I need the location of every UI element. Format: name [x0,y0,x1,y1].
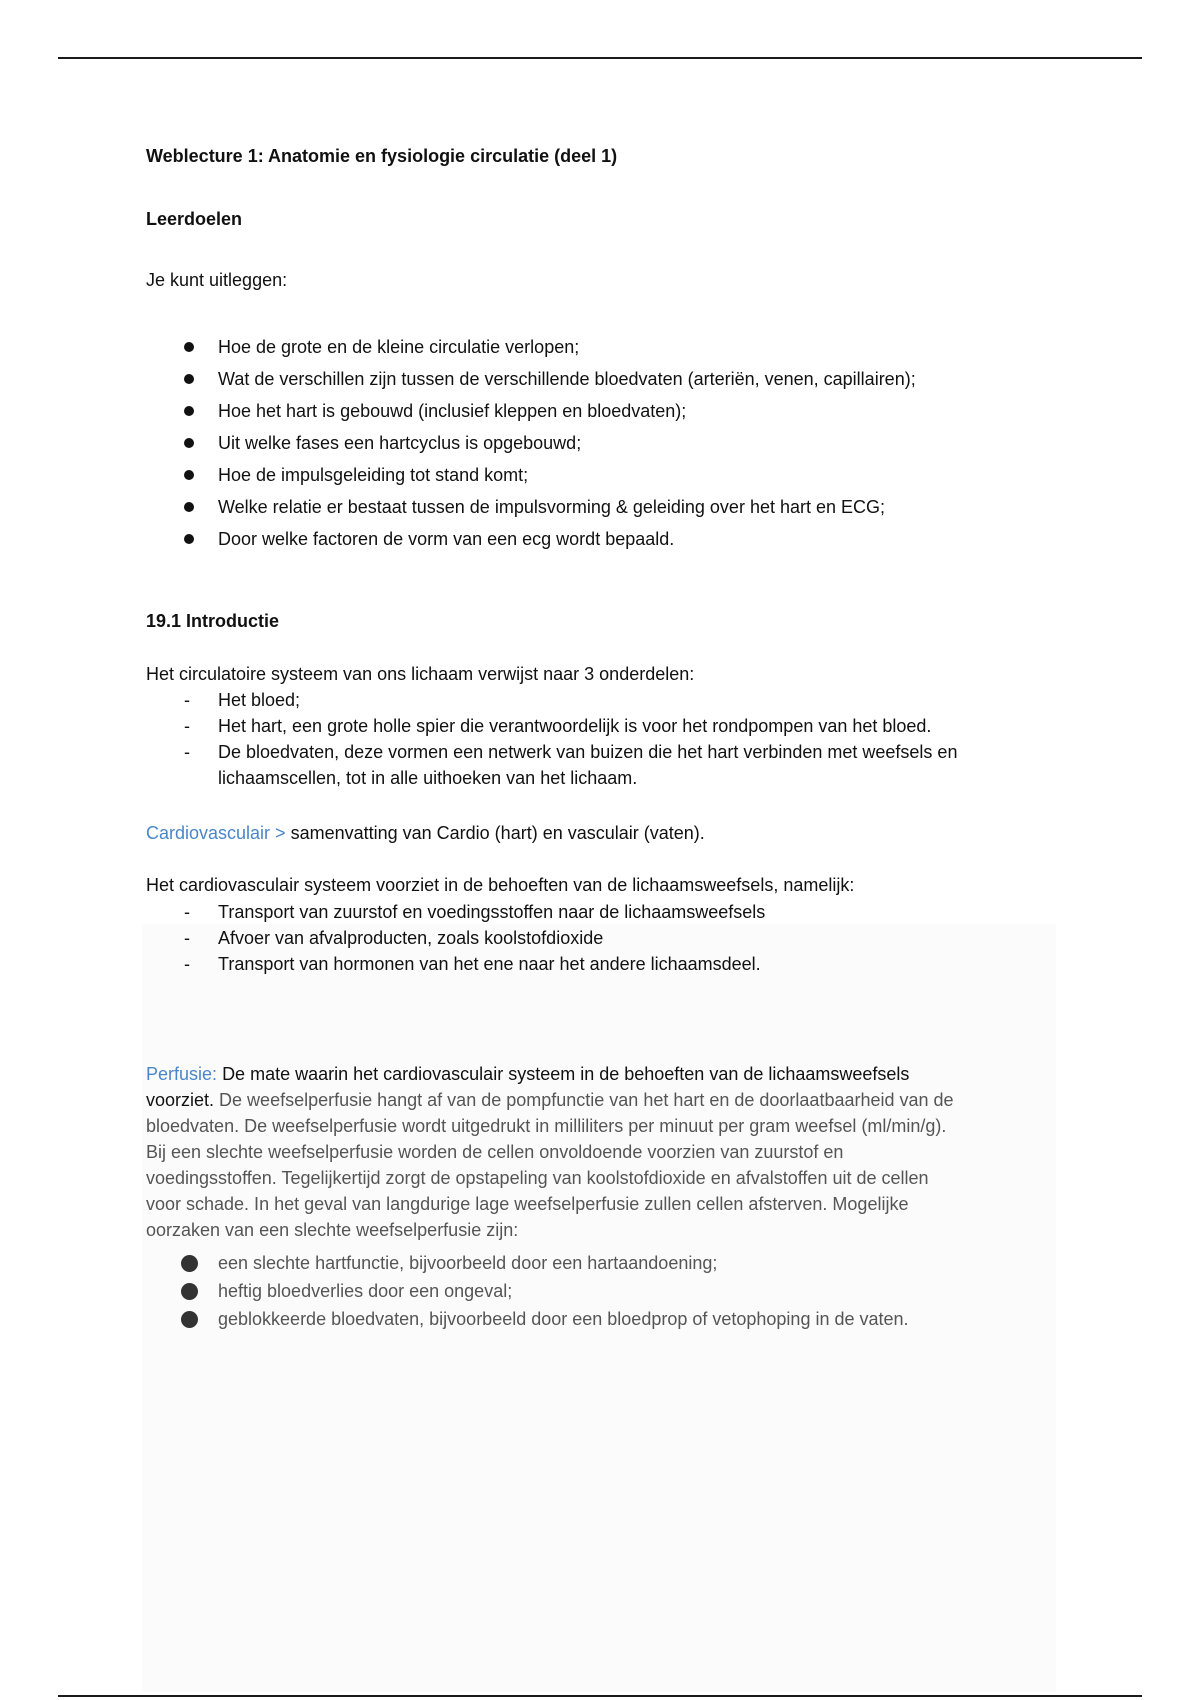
causes-list [146,1249,909,1333]
perfusie-text: Bij een slechte weefselperfusie worden de cellen onvoldoende voorzien van zuurstof en [146,1142,844,1162]
goals-list [146,331,916,555]
cardio-definition [146,820,705,846]
bullet-icon [184,534,194,544]
list-item: Uit welke fases een hartcyclus is opgebouwd; [146,427,916,459]
bullet-icon [181,1311,198,1328]
bullet-icon [184,342,194,352]
dash-icon: - [184,928,190,948]
intro-sentence: Het circulatoire systeem van ons lichaam verwijst naar 3 onderdelen: [146,664,695,684]
bullet-icon [181,1255,198,1272]
bullet-icon [184,470,194,480]
perfusie-term: Perfusie: [146,1064,218,1084]
dash-icon: - [184,690,190,710]
list-item: - Het bloed; [146,687,957,713]
document-title: Weblecture 1: Anatomie en fysiologie circulatie (deel 1) [146,146,618,166]
list-item: - Het hart, een grote holle spier die verantwoordelijk is voor het rondpompen van het bloed. [146,713,957,739]
dash-icon: - [184,954,190,974]
perfusie-text: voor schade. In het geval van langdurige lage weefselperfusie zullen cellen afsterven. Mogelijke [146,1194,909,1214]
top-rule [58,57,1142,59]
list-item: Hoe de impulsgeleiding tot stand komt; [146,459,916,491]
perfusie-text: oorzaken van een slechte weefselperfusie zijn: [146,1220,519,1240]
perfusie-text: bloedvaten. De weefselperfusie wordt uitgedrukt in milliliters per minuut per gram weefsel (ml/min/g). [146,1116,947,1136]
bullet-icon [184,438,194,448]
goals-heading: Leerdoelen [146,209,243,229]
list-item: - Afvoer van afvalproducten, zoals koolstofdioxide [146,925,765,951]
perfusie-text: voedingsstoffen. Tegelijkertijd zorgt de opstapeling van koolstofdioxide en afvalstoffen uit de cellen [146,1168,929,1188]
list-item: Hoe de grote en de kleine circulatie verlopen; [146,331,916,363]
list-item: - Transport van hormonen van het ene naar het andere lichaamsdeel. [146,951,765,977]
list-item: - Transport van zuurstof en voedingsstoffen naar de lichaamsweefsels [146,899,765,925]
list-item-continuation: lichaamscellen, tot in alle uithoeken van het lichaam. [218,768,638,788]
perfusie-def-end: voorziet. [146,1090,215,1110]
bullet-icon [184,406,194,416]
cardio-def: samenvatting van Cardio (hart) en vasculair (vaten). [290,823,705,843]
dash-icon: - [184,902,190,922]
list-item: Hoe het hart is gebouwd (inclusief kleppen en bloedvaten); [146,395,916,427]
list-item: geblokkeerde bloedvaten, bijvoorbeeld door een bloedprop of vetophoping in de vaten. [146,1305,909,1333]
list-item: Door welke factoren de vorm van een ecg wordt bepaald. [146,523,916,555]
bottom-rule [58,1695,1142,1697]
list-item: - De bloedvaten, deze vormen een netwerk van buizen die het hart verbinden met weefsels en [146,739,957,765]
dash-icon: - [184,742,190,762]
components-list [146,687,957,791]
list-item: een slechte hartfunctie, bijvoorbeeld door een hartaandoening; [146,1249,909,1277]
goals-intro: Je kunt uitleggen: [146,270,288,290]
section-heading: 19.1 Introductie [146,611,280,631]
list-item: Welke relatie er bestaat tussen de impulsvorming & geleiding over het hart en ECG; [146,491,916,523]
bullet-icon [184,502,194,512]
dash-icon: - [184,716,190,736]
list-item: heftig bloedverlies door een ongeval; [146,1277,909,1305]
needs-sentence: Het cardiovasculair systeem voorziet in de behoeften van de lichaamsweefsels, namelijk: [146,875,855,895]
needs-list [146,899,765,977]
perfusie-paragraph [146,1061,1066,1243]
bullet-icon [181,1283,198,1300]
cardio-term: Cardiovasculair > [146,823,286,843]
perfusie-def-line1: De mate waarin het cardiovasculair systeem in de behoeften van de lichaamsweefsels [222,1064,910,1084]
bullet-icon [184,374,194,384]
list-item: Wat de verschillen zijn tussen de verschillende bloedvaten (arteriën, venen, capillairen); [146,363,916,395]
perfusie-text: De weefselperfusie hangt af van de pompfunctie van het hart en de doorlaatbaarheid van de [219,1090,954,1110]
